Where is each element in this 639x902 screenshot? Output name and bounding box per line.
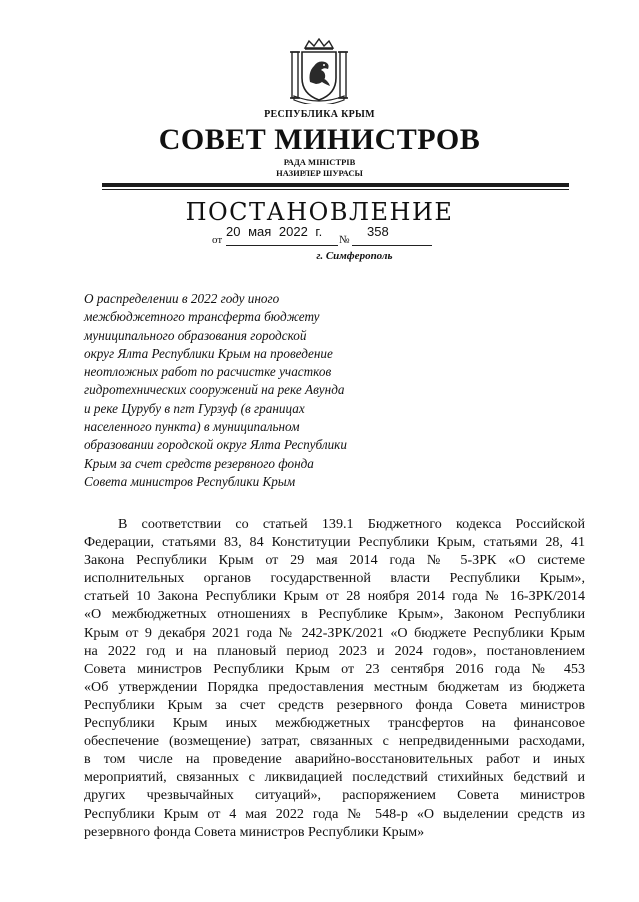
subject-line: населенного пункта) в муниципальном	[84, 419, 300, 435]
header-divider-thin	[102, 189, 569, 190]
subject-line: муниципального образования городской	[84, 327, 307, 343]
body-line: Федерации, статьями 83, 84 Конституции Республики Крым, статьями 28, 41	[84, 534, 585, 551]
body-line: обеспечение (возмещение) затрат, связанных с непредвиденными расходами,	[84, 733, 585, 750]
crimea-coat-of-arms-icon	[288, 38, 350, 104]
decree-preamble	[84, 515, 585, 841]
body-line: Крым от 9 декабря 2021 года № 242-ЗРК/2021 «О бюджете Республики Крым	[84, 624, 585, 641]
number-label: №	[339, 234, 350, 246]
body-line: резервного фонда Совета министров Республики Крым»	[84, 823, 425, 840]
subject-line: гидротехнических сооружений на реке Авунда	[84, 382, 345, 398]
subject-line: Крым за счет средств резервного фонда	[84, 455, 314, 471]
body-line: на 2022 год и на плановый период 2023 и 2024 годов», постановлением	[84, 642, 585, 659]
decree-date: 20 мая 2022 г.	[226, 224, 323, 239]
subject-line: О распределении в 2022 году иного	[84, 291, 280, 306]
body-line: Совета министров Республики Крым от 23 сентября 2016 года № 453	[84, 660, 585, 677]
decree-date-number-row	[212, 224, 452, 248]
subject-line: межбюджетного трансферта бюджету	[84, 309, 320, 325]
date-label: от	[212, 234, 223, 246]
body-line: Республики Крым за счет средств резервного фонда Совета министров	[84, 696, 585, 713]
body-line: Закона Республики Крым от 29 мая 2014 года № 5-ЗРК «О системе	[84, 552, 585, 569]
date-underline	[226, 245, 338, 246]
subject-line: округ Ялта Республики Крым на проведение	[84, 345, 333, 361]
body-line: в том числе на проведение аварийно-восстановительных работ и иных	[84, 751, 585, 768]
body-line: статьей 10 Закона Республики Крым от 28 ноября 2014 года № 16-ЗРК/2014	[84, 588, 585, 605]
republic-name: РЕСПУБЛИКА КРЫМ	[264, 109, 375, 120]
document-type-title: ПОСТАНОВЛЕНИЕ	[185, 198, 454, 226]
subject-line: Совета министров Республики Крым	[84, 473, 296, 489]
header-divider-thick	[102, 183, 569, 187]
issue-city: г. Симферополь	[316, 250, 393, 262]
subject-line: и реке Цурубу в пгт Гурзуф (в границах	[84, 400, 305, 416]
body-line: «О межбюджетных отношениях в Республике Крым», Законом Республики	[84, 606, 585, 623]
council-title-crimean-tatar: НАЗИРЛЕР ШУРАСЫ	[276, 168, 363, 178]
body-line: других чрезвычайных ситуаций», распоряжением Совета министров	[84, 787, 585, 804]
body-line: исполнительных органов государственной власти Республики Крым»,	[84, 570, 585, 587]
body-line: В соответствии со статьей 139.1 Бюджетного кодекса Российской	[118, 516, 585, 532]
decree-subject	[84, 290, 404, 491]
subject-line: образовании городской округ Ялта Республики	[84, 437, 347, 453]
council-title-ukrainian: РАДА МІНІСТРІВ	[283, 157, 356, 167]
body-line: «Об утверждении Порядка предоставления местным бюджетам из бюджета	[84, 678, 585, 695]
body-line: Республики Крым от 4 мая 2022 года № 548-р «О выделении средств из	[84, 805, 585, 822]
decree-number: 358	[367, 224, 389, 239]
council-title: СОВЕТ МИНИСТРОВ	[158, 123, 481, 156]
subject-line: неотложных работ по расчистке участков	[84, 364, 332, 380]
body-line: мероприятий, связанных с ликвидацией последствий стихийных бедствий и	[84, 769, 585, 786]
body-line: Республики Крым иных межбюджетных трансфертов на финансовое	[84, 715, 585, 732]
number-underline	[352, 245, 432, 246]
